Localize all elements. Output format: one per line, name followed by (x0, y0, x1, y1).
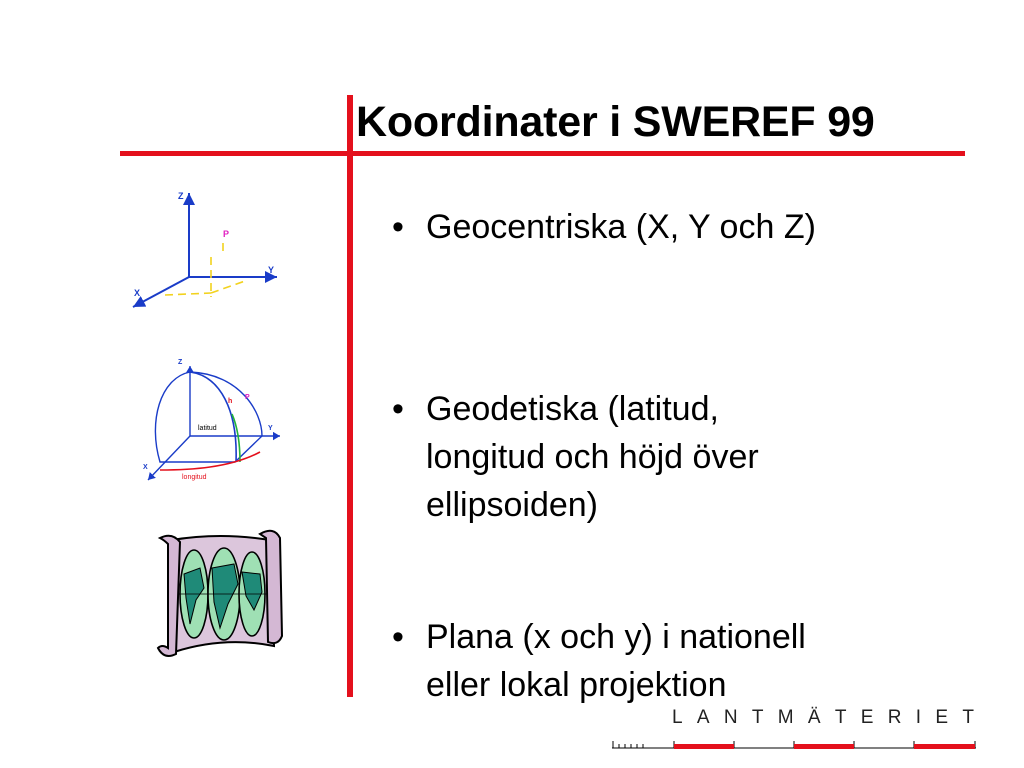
longitude-label: longitud (182, 474, 207, 481)
z-label: Z (178, 359, 183, 366)
latitude-label: latitud (198, 425, 217, 432)
y-label: Y (268, 265, 275, 275)
bullet-text: Geocentriska (X, Y och Z) (426, 208, 816, 246)
bullet-text: Plana (x och y) i nationell eller lokal projektion (426, 618, 806, 704)
geocentric-axes-figure (125, 185, 285, 315)
p-label: P (223, 229, 230, 239)
lantmateriet-logo-text: LANTMÄTERIET (672, 707, 989, 728)
x-label: X (134, 288, 141, 298)
title-underline-rule (120, 151, 965, 156)
meridian-arc (190, 372, 236, 462)
lantmateriet-logo-bar (612, 737, 976, 751)
h-label: h (228, 398, 233, 405)
vertical-divider-rule (347, 95, 353, 697)
bullet-dot: • (392, 390, 404, 428)
page-title: Koordinater i SWEREF 99 (356, 98, 875, 146)
bullet-item (392, 203, 816, 251)
z-label: Z (178, 191, 184, 201)
ellipsoid-outline (155, 372, 262, 462)
p-label: P (245, 394, 250, 401)
bullet-dot: • (392, 208, 404, 246)
bullet-text: Geodetiska (latitud, longitud och höjd över ellipsoiden) (426, 390, 759, 524)
bullet-item (392, 613, 806, 709)
y-label: Y (268, 425, 273, 432)
world-map-scroll-icon (150, 528, 290, 663)
x-axis (133, 277, 189, 307)
x-label: X (143, 464, 148, 471)
bullet-dot: • (392, 618, 404, 656)
longitude-arc (160, 452, 260, 470)
bullet-item (392, 385, 759, 529)
geodetic-ellipsoid-figure (140, 352, 285, 487)
projection-dashes (165, 243, 245, 297)
